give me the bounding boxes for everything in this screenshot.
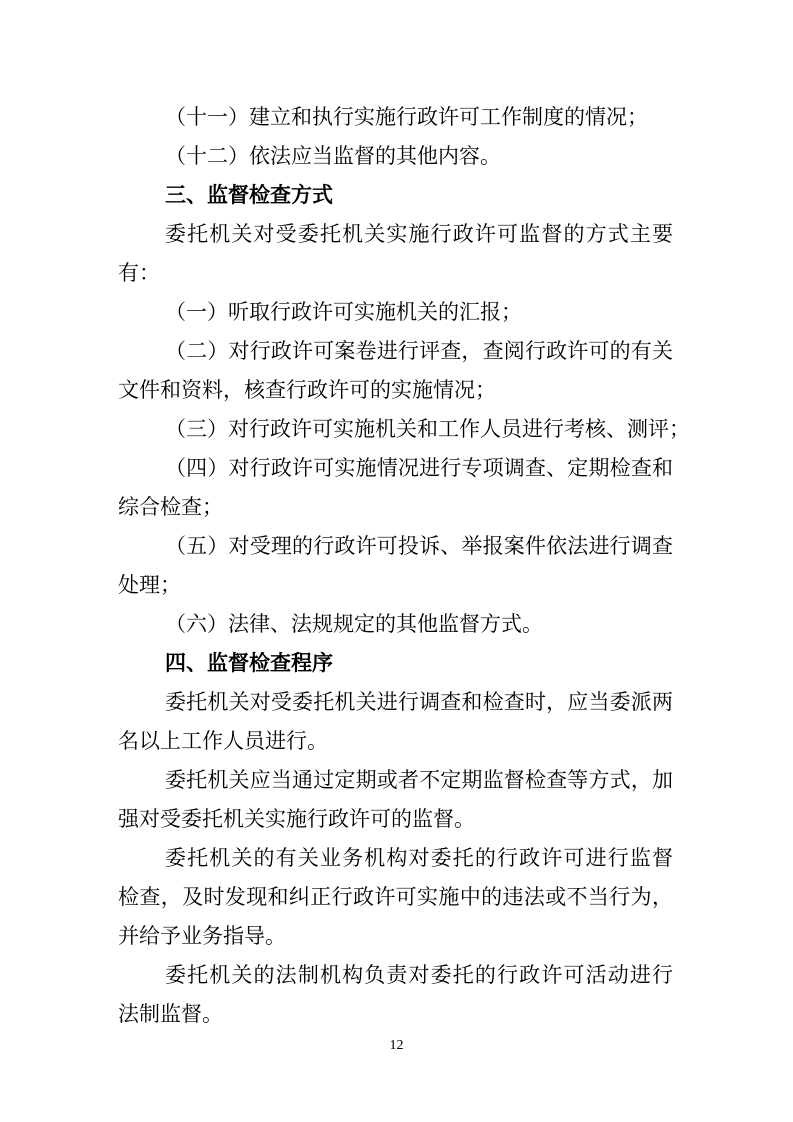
list-item-twelve: （十二）依法应当监督的其他内容。 xyxy=(165,144,501,168)
list-item-one: （一）听取行政许可实施机关的汇报； xyxy=(165,300,522,324)
paragraph-line: 强对受委托机关实施行政许可的监督。 xyxy=(118,807,475,831)
section-heading-inspection-procedure: 四、监督检查程序 xyxy=(165,651,333,675)
list-item-six: （六）法律、法规规定的其他监督方式。 xyxy=(165,612,543,636)
list-item-two: （二）对行政许可案卷进行评查，查阅行政许可的有关 xyxy=(165,339,673,363)
paragraph-line: 综合检查； xyxy=(118,495,223,519)
paragraph-line: 处理； xyxy=(118,573,181,597)
list-item-eleven: （十一）建立和执行实施行政许可工作制度的情况； xyxy=(165,105,648,129)
list-item-four: （四）对行政许可实施情况进行专项调查、定期检查和 xyxy=(165,456,673,480)
paragraph-line: 委托机关对受委托机关进行调查和检查时，应当委派两 xyxy=(165,690,673,714)
paragraph-line: 委托机关的法制机构负责对委托的行政许可活动进行 xyxy=(165,963,673,987)
list-item-three: （三）对行政许可实施机关和工作人员进行考核、测评； xyxy=(165,417,690,441)
paragraph-line: 委托机关的有关业务机构对委托的行政许可进行监督 xyxy=(165,846,673,870)
paragraph-line: 检查，及时发现和纠正行政许可实施中的违法或不当行为， xyxy=(118,885,673,909)
list-item-five: （五）对受理的行政许可投诉、举报案件依法进行调查 xyxy=(165,534,673,558)
paragraph-line: 委托机关对受委托机关实施行政许可监督的方式主要 xyxy=(165,222,673,246)
paragraph-line: 法制监督。 xyxy=(118,1002,223,1026)
paragraph-line: 名以上工作人员进行。 xyxy=(118,729,328,753)
paragraph-line: 有： xyxy=(118,261,160,285)
paragraph-line: 委托机关应当通过定期或者不定期监督检查等方式，加 xyxy=(165,768,673,792)
paragraph-line: 并给予业务指导。 xyxy=(118,924,286,948)
paragraph-line: 文件和资料，核查行政许可的实施情况； xyxy=(118,378,496,402)
section-heading-inspection-methods: 三、监督检查方式 xyxy=(165,183,333,207)
page-number: 12 xyxy=(389,1038,404,1053)
